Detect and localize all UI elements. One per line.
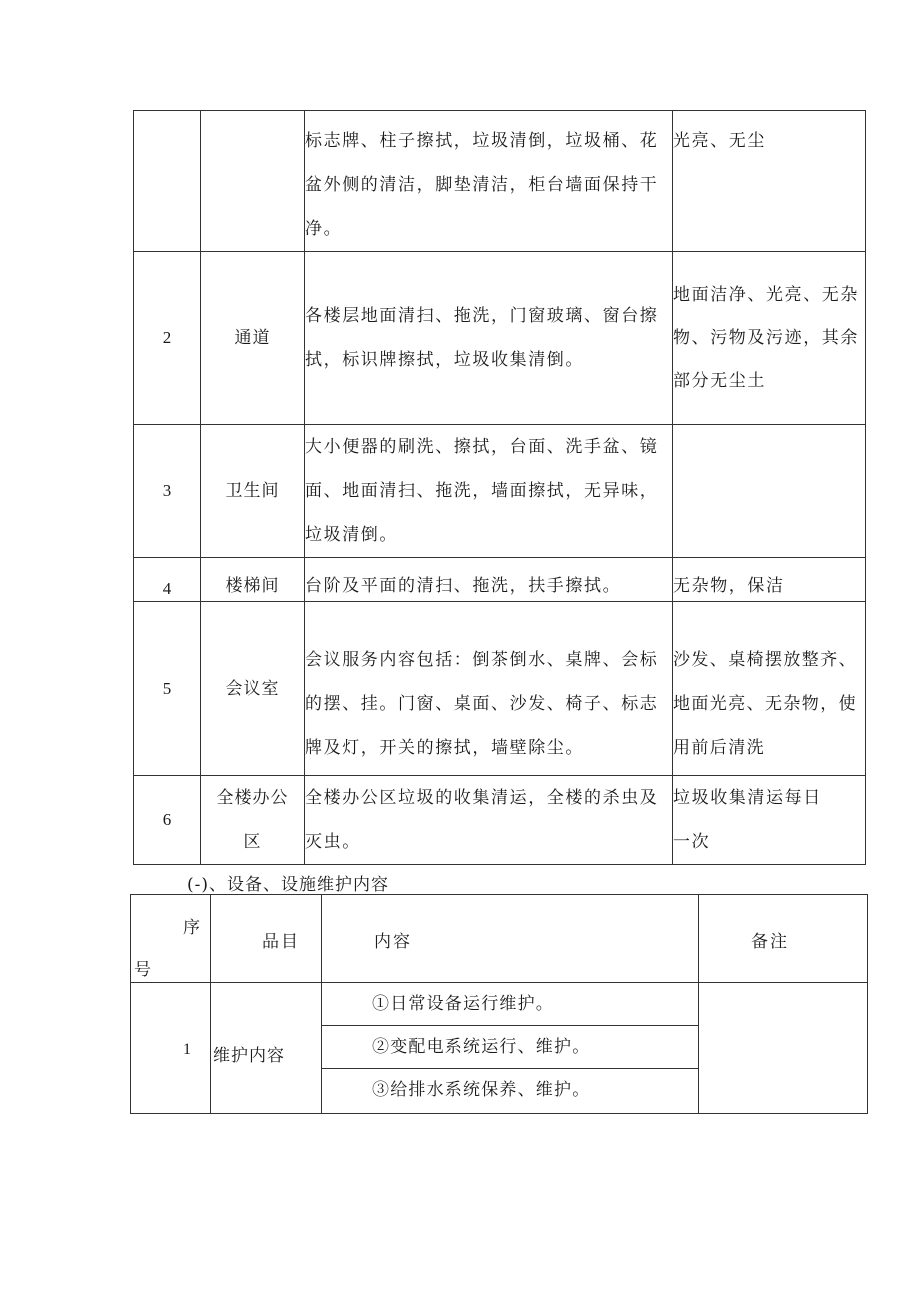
header-seq-bottom: 号 — [134, 960, 151, 980]
row-number: 3 — [134, 425, 201, 558]
cleaning-content: 大小便器的刷洗、擦拭，台面、洗手盆、镜面、地面清扫、拖洗，墙面擦拭，无异味，垃圾清倒。 — [305, 425, 673, 558]
table-header-row — [131, 895, 868, 983]
area-name — [201, 111, 305, 252]
content-line: ①日常设备运行维护。 — [322, 983, 698, 1026]
table-row — [134, 111, 866, 252]
cleaning-standard: 垃圾收集清运每日一次 — [673, 776, 866, 865]
cleaning-content: 会议服务内容包括：倒茶倒水、桌牌、会标的摆、挂。门窗、桌面、沙发、椅子、标志牌及灯，开关的擦拭，墙壁除尘。 — [305, 602, 673, 776]
table-row — [134, 558, 866, 602]
row-number: 6 — [134, 776, 201, 865]
row-number — [134, 111, 201, 252]
table-row — [134, 425, 866, 558]
row-number: 5 — [134, 602, 201, 776]
header-seq — [131, 895, 211, 983]
item-name: 维护内容 — [211, 983, 322, 1114]
area-name: 楼梯间 — [201, 558, 305, 602]
table-row — [131, 983, 868, 1114]
cleaning-standard: 光亮、无尘 — [673, 111, 866, 252]
row-number: 2 — [134, 252, 201, 425]
header-seq-top: 序 — [183, 918, 200, 938]
table-row — [134, 252, 866, 425]
table-row — [134, 776, 866, 865]
cleaning-content: 各楼层地面清扫、拖洗，门窗玻璃、窗台擦拭，标识牌擦拭，垃圾收集清倒。 — [305, 252, 673, 425]
cleaning-standard: 无杂物，保洁 — [673, 558, 866, 602]
cleaning-standard: 沙发、桌椅摆放整齐、地面光亮、无杂物，使用前后清洗 — [673, 602, 866, 776]
header-remark: 备注 — [699, 895, 868, 983]
row-number: 1 — [131, 983, 211, 1114]
cleaning-content: 全楼办公区垃圾的收集清运，全楼的杀虫及灭虫。 — [305, 776, 673, 865]
row-number: 4 — [134, 558, 201, 602]
cleaning-table — [133, 110, 866, 865]
area-name: 全楼办公区 — [201, 776, 305, 865]
maintenance-table — [130, 894, 868, 1114]
table-row — [134, 602, 866, 776]
header-item: 品目 — [211, 895, 322, 983]
header-content: 内容 — [322, 895, 699, 983]
area-name: 通道 — [201, 252, 305, 425]
content-line: ③给排水系统保养、维护。 — [372, 1080, 591, 1100]
area-name: 卫生间 — [201, 425, 305, 558]
area-name: 会议室 — [201, 602, 305, 776]
cleaning-standard — [673, 425, 866, 558]
cleaning-content: 台阶及平面的清扫、拖洗，扶手擦拭。 — [305, 558, 673, 602]
cleaning-standard: 地面洁净、光亮、无杂物、污物及污迹，其余部分无尘土 — [673, 252, 866, 425]
cleaning-content: 标志牌、柱子擦拭，垃圾清倒，垃圾桶、花盆外侧的清洁，脚垫清洁，柜台墙面保持干净。 — [305, 111, 673, 252]
remark-cell — [699, 983, 868, 1114]
section-heading: (-)、设备、设施维护内容 — [187, 875, 390, 895]
maintenance-content — [322, 983, 699, 1114]
content-line: ②变配电系统运行、维护。 — [322, 1026, 698, 1069]
